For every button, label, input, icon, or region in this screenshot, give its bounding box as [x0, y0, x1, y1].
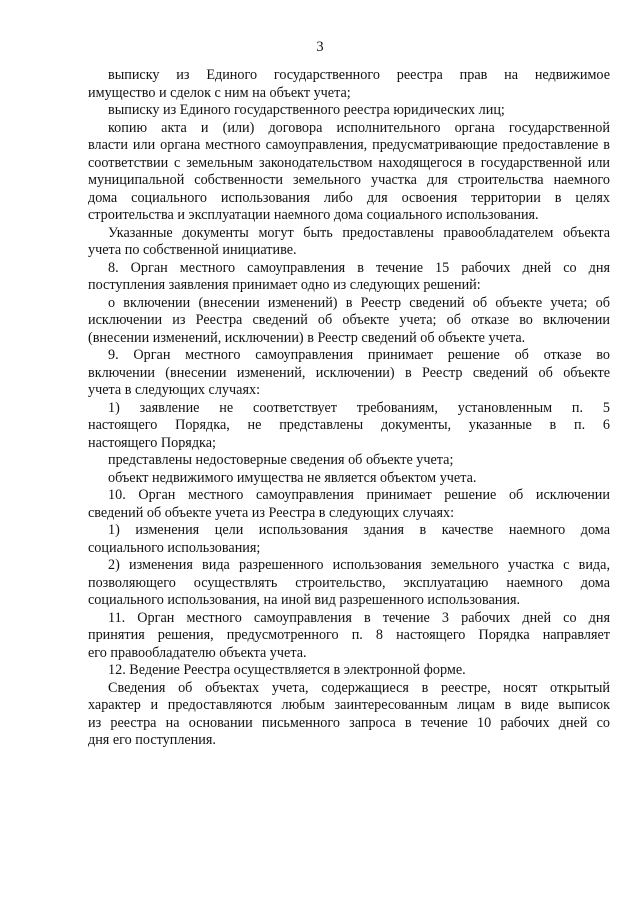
paragraph-p7: [88, 347, 610, 400]
text-line: власти или органа местного самоуправления, предусматривающие предоставление в: [88, 137, 610, 153]
text-line: муниципальной собственности земельного участка для строительства наемного: [88, 172, 610, 188]
text-line: 12. Ведение Реестра осуществляется в электронной форме.: [108, 662, 466, 678]
text-line: дня его поступления.: [88, 732, 216, 748]
text-line: выписку из Единого государственного реестра прав на недвижимое: [108, 67, 610, 83]
paragraph-p6: [88, 295, 610, 348]
text-line: социального использования;: [88, 539, 261, 556]
text-line: представлены недостоверные сведения об объекте учета;: [108, 452, 454, 468]
text-line: принятия решения, предусмотренного п. 8 настоящего Порядка направляет: [88, 627, 610, 643]
text-line: 8. Орган местного самоуправления в течение 15 рабочих дней со дня: [108, 259, 610, 276]
paragraph-p15: [88, 662, 610, 680]
text-line: его правообладателю объекта учета.: [88, 644, 307, 661]
text-line: Указанные документы могут быть предоставлены правообладателем объекта: [108, 224, 610, 241]
text-line: копию акта и (или) договора исполнительного органа государственной: [108, 119, 610, 136]
paragraph-p16: [88, 680, 610, 750]
text-line: поступления заявления принимает одно из следующих решений:: [88, 277, 481, 293]
text-line: Сведения об объектах учета, содержащиеся в реестре, носят открытый: [108, 679, 610, 696]
text-line: дома социального использования либо для освоения территории в целях: [88, 189, 610, 206]
text-line: о включении (внесении изменений) в Реестр сведений об объекте учета; об: [108, 294, 610, 311]
paragraph-p1: [88, 67, 610, 102]
paragraph-p13: [88, 557, 610, 610]
text-line: 1) изменения цели использования здания в качестве наемного дома: [108, 522, 610, 538]
text-line: выписку из Единого государственного реестра юридических лиц;: [108, 102, 505, 118]
text-line: социального использования, на иной вид разрешенного использования.: [88, 592, 521, 608]
paragraph-p2: [88, 102, 610, 120]
text-line: 9. Орган местного самоуправления принимает решение об отказе во: [108, 347, 610, 363]
paragraph-p8: [88, 400, 610, 453]
text-line: учета по собственной инициативе.: [88, 242, 297, 258]
text-line: (внесении изменений, исключении) в Реестр сведений об объекте учета.: [88, 329, 526, 346]
text-line: 10. Орган местного самоуправления принимает решение об исключении: [108, 487, 610, 503]
text-line: объект недвижимого имущества не является объектом учета.: [108, 469, 477, 486]
text-line: включении (внесении изменений, исключении) в Реестр сведений об объекте: [88, 364, 610, 381]
text-line: настоящего Порядка, не представлены документы, указанные в п. 6: [88, 417, 610, 433]
document-body: [88, 67, 610, 750]
text-line: исключении из Реестра сведений об объекте учета; об отказе во включении: [88, 312, 610, 328]
text-line: учета в следующих случаях:: [88, 382, 261, 398]
paragraph-p14: [88, 610, 610, 663]
text-line: сведений об объекте учета из Реестра в следующих случаях:: [88, 504, 455, 521]
paragraph-p5: [88, 260, 610, 295]
text-line: соответствии с земельным законодательством находящегося в государственной или: [88, 154, 610, 171]
paragraph-p3: [88, 120, 610, 225]
text-line: из реестра на основании письменного запроса в течение 10 рабочих дней со: [88, 714, 610, 731]
text-line: строительства и эксплуатации наемного дома социального использования.: [88, 207, 539, 223]
paragraph-p4: [88, 225, 610, 260]
paragraph-p9: [88, 452, 610, 470]
paragraph-p10: [88, 470, 610, 488]
text-line: 11. Орган местного самоуправления в течение 3 рабочих дней со дня: [108, 609, 610, 626]
text-line: 1) заявление не соответствует требованиям, установленным п. 5: [108, 399, 610, 416]
text-line: позволяющего осуществлять строительство, эксплуатацию наемного дома: [88, 574, 610, 591]
paragraph-p11: [88, 487, 610, 522]
paragraph-p12: [88, 522, 610, 557]
page-number: 3: [316, 39, 324, 55]
text-line: настоящего Порядка;: [88, 434, 216, 451]
text-line: характер и предоставляются любым заинтересованным лицам в виде выписок: [88, 697, 610, 713]
text-line: имущество и сделок с ним на объект учета;: [88, 84, 351, 101]
text-line: 2) изменения вида разрешенного использования земельного участка с вида,: [108, 557, 610, 573]
